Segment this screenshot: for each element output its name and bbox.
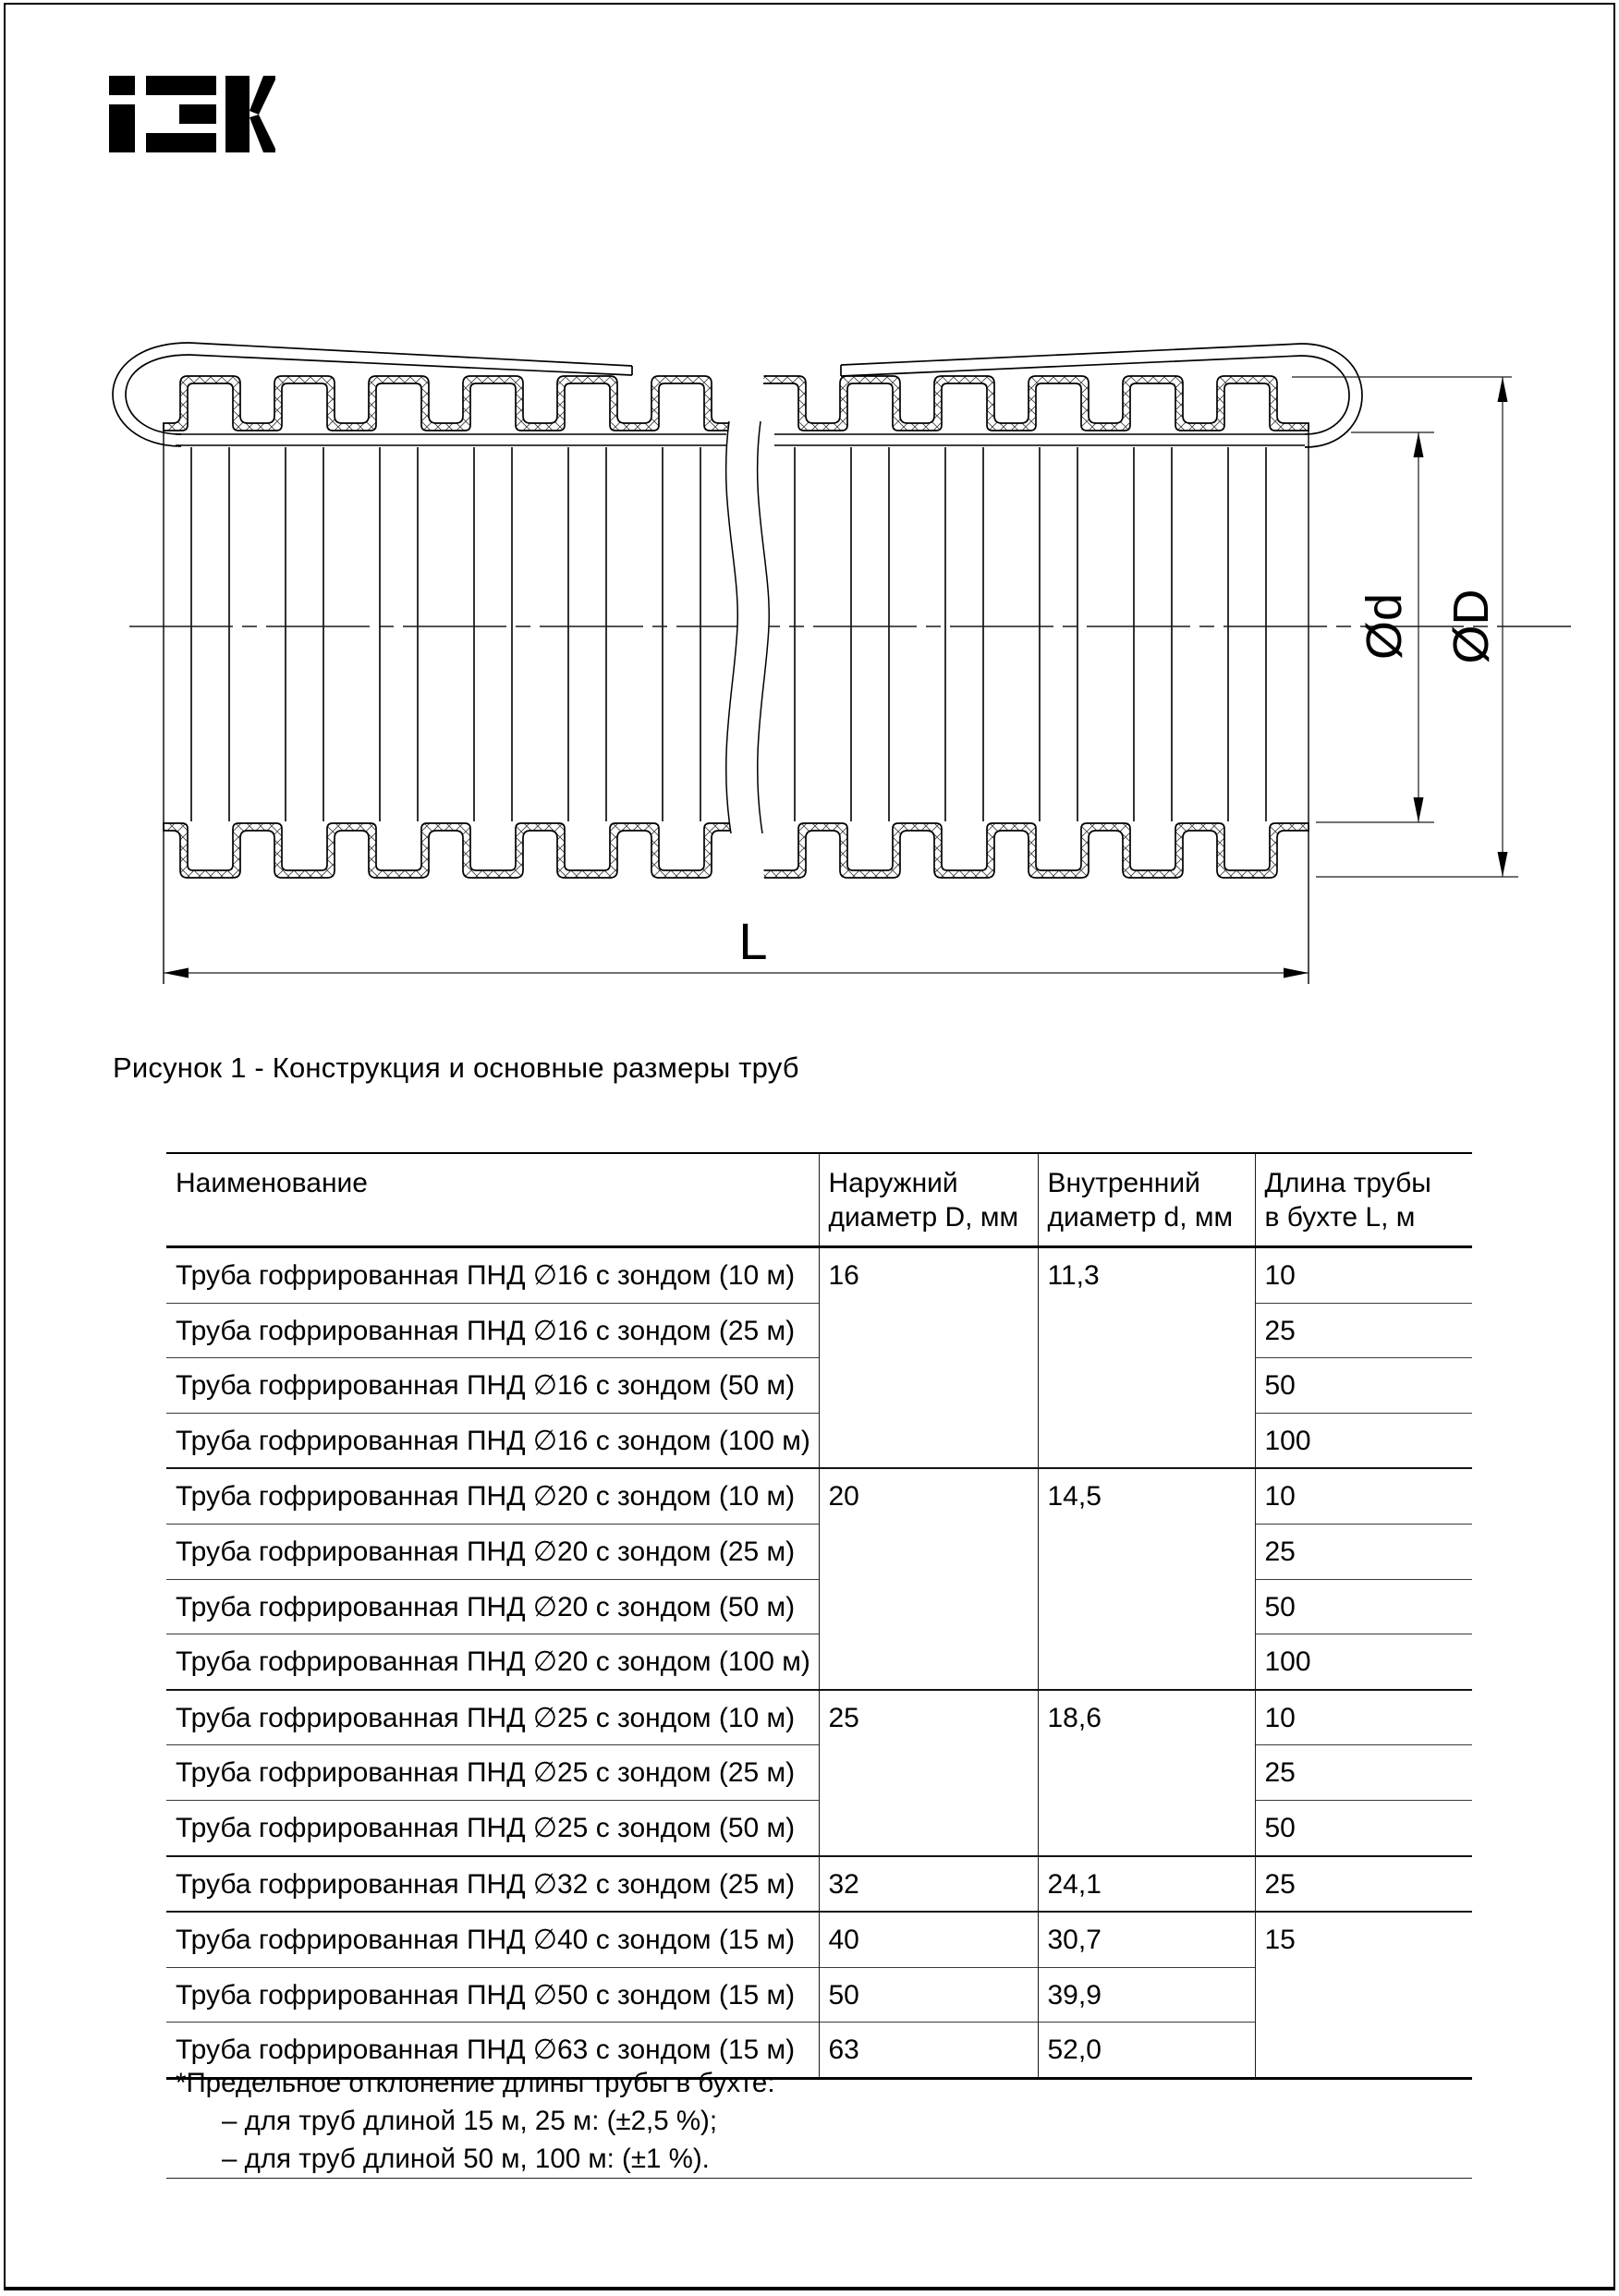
value-cell: 25 <box>1255 1745 1472 1801</box>
figure-caption: Рисунок 1 - Конструкция и основные размеры труб <box>113 1051 799 1084</box>
value-cell: 39,9 <box>1038 1967 1255 2023</box>
product-name-cell: Труба гофрированная ПНД ∅32 с зондом (25 м) <box>166 1856 819 1913</box>
value-cell: 50 <box>1255 1579 1472 1634</box>
table-row <box>166 1912 1472 1967</box>
label-outer-diameter: ØD <box>1443 589 1499 664</box>
header-coil-length: Длина трубы в бухте L, м <box>1255 1153 1472 1247</box>
value-cell: 52,0 <box>1038 2023 1255 2079</box>
table-row <box>166 1468 1472 1524</box>
value-cell: 14,5 <box>1038 1468 1255 1689</box>
value-cell: 100 <box>1255 1634 1472 1690</box>
product-name-cell: Труба гофрированная ПНД ∅16 с зондом (50 м) <box>166 1358 819 1414</box>
table-header-row <box>166 1153 1472 1247</box>
table-row <box>166 1856 1472 1913</box>
product-name-cell: Труба гофрированная ПНД ∅20 с зондом (25 м) <box>166 1524 819 1579</box>
header-inner-diameter: Внутренний диаметр d, мм <box>1038 1153 1255 1247</box>
value-cell: 100 <box>1255 1413 1472 1468</box>
product-name-cell: Труба гофрированная ПНД ∅25 с зондом (10 м) <box>166 1690 819 1745</box>
value-cell: 24,1 <box>1038 1856 1255 1913</box>
product-name-cell: Труба гофрированная ПНД ∅16 с зондом (10 м) <box>166 1247 819 1304</box>
product-name-cell: Труба гофрированная ПНД ∅16 с зондом (100 м) <box>166 1413 819 1468</box>
value-cell: 10 <box>1255 1468 1472 1524</box>
product-name-cell: Труба гофрированная ПНД ∅20 с зондом (50 м) <box>166 1579 819 1634</box>
product-name-cell: Труба гофрированная ПНД ∅63 с зондом (15 м) <box>166 2023 819 2079</box>
dimension-labels <box>738 589 1499 971</box>
product-name-cell: Труба гофрированная ПНД ∅20 с зондом (10 м) <box>166 1468 819 1524</box>
value-cell: 25 <box>819 1690 1038 1856</box>
value-cell: 50 <box>1255 1358 1472 1414</box>
value-cell: 11,3 <box>1038 1247 1255 1469</box>
header-outer-diameter: Наружний диаметр D, мм <box>819 1153 1038 1247</box>
value-cell: 32 <box>819 1856 1038 1913</box>
product-name-cell: Труба гофрированная ПНД ∅25 с зондом (25 м) <box>166 1745 819 1801</box>
value-cell: 30,7 <box>1038 1912 1255 1967</box>
value-cell: 16 <box>819 1247 1038 1469</box>
label-length: L <box>738 912 768 970</box>
value-cell: 63 <box>819 2023 1038 2079</box>
product-name-cell: Труба гофрированная ПНД ∅20 с зондом (100 м) <box>166 1634 819 1690</box>
value-cell: 20 <box>819 1468 1038 1689</box>
product-name-cell: Труба гофрированная ПНД ∅16 с зондом (25 м) <box>166 1303 819 1358</box>
product-name-cell: Труба гофрированная ПНД ∅50 с зондом (15 м) <box>166 1967 819 2023</box>
footnote-line: – для труб длиной 15 м, 25 м: (±2,5 %); <box>222 2106 718 2136</box>
value-cell: 40 <box>819 1912 1038 1967</box>
dimension-lines <box>164 377 1518 973</box>
product-name-cell: Труба гофрированная ПНД ∅40 с зондом (15 м) <box>166 1912 819 1967</box>
value-cell: 10 <box>1255 1690 1472 1745</box>
value-cell: 25 <box>1255 1856 1472 1913</box>
value-cell: 50 <box>819 1967 1038 2023</box>
value-cell: 10 <box>1255 1247 1472 1304</box>
dimension-arrows <box>164 377 1508 978</box>
table-footnote <box>166 2064 1472 2178</box>
table-row <box>166 1690 1472 1745</box>
value-cell: 50 <box>1255 1800 1472 1855</box>
footnote-line: – для труб длиной 50 м, 100 м: (±1 %). <box>222 2144 710 2174</box>
value-cell: 25 <box>1255 1303 1472 1358</box>
footnote-line: *Предельное отклонение длины трубы в бухте: <box>176 2068 775 2098</box>
dimensions-table <box>166 1152 1472 2080</box>
value-cell: 25 <box>1255 1524 1472 1579</box>
value-cell: 18,6 <box>1038 1690 1255 1856</box>
footnote-underline <box>166 2178 1472 2179</box>
value-cell: 15 <box>1255 1912 1472 2078</box>
product-name-cell: Труба гофрированная ПНД ∅25 с зондом (50 м) <box>166 1800 819 1855</box>
label-inner-diameter: Ød <box>1357 592 1412 661</box>
header-name: Наименование <box>166 1153 819 1247</box>
table-row <box>166 1247 1472 1304</box>
